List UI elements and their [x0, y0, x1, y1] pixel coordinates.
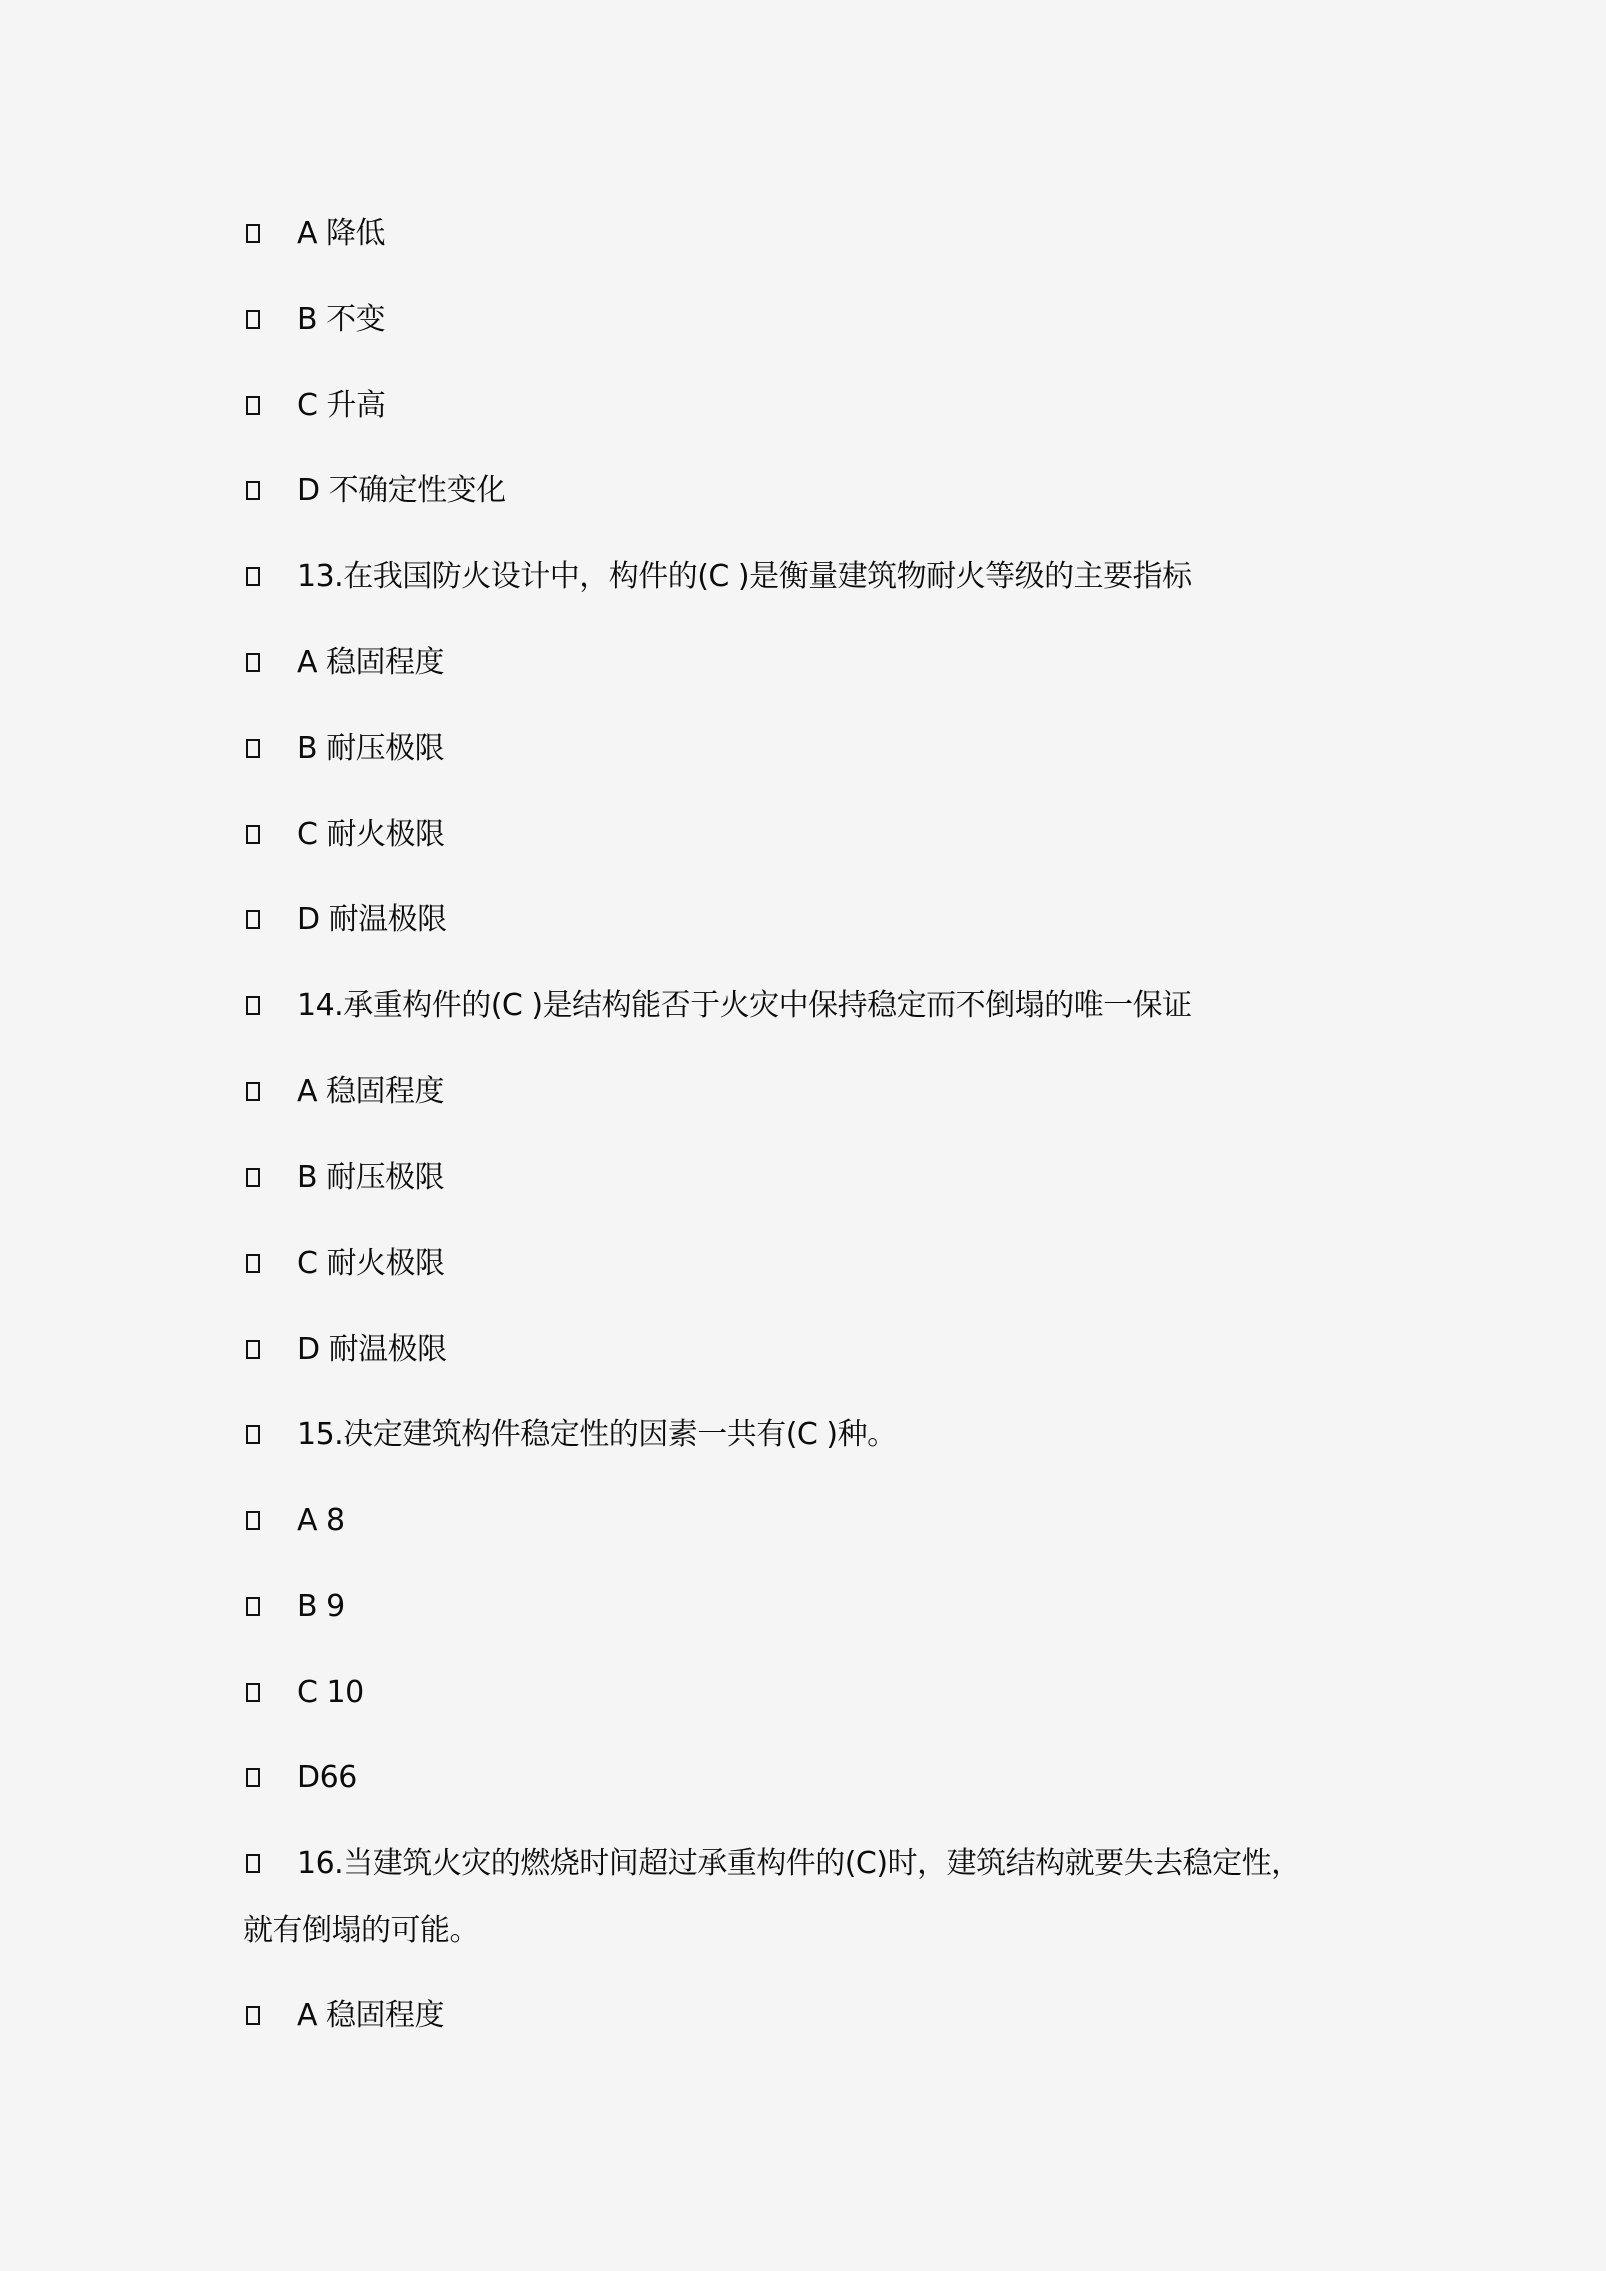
question-continuation-text: 就有倒塌的可能。 — [243, 1913, 479, 1948]
line-text: D 耐温极限 — [297, 1332, 447, 1367]
bullet-square-icon — [246, 1597, 260, 1616]
line-text: C 10 — [297, 1675, 364, 1710]
bullet-square-icon — [246, 739, 260, 758]
line-text: C 耐火极限 — [297, 817, 445, 852]
line-text: D66 — [297, 1760, 357, 1795]
bullet-square-icon — [246, 396, 260, 415]
line-text: A 降低 — [297, 216, 386, 251]
bullet-square-icon — [246, 1082, 260, 1101]
bullet-square-icon — [246, 1254, 260, 1273]
bullet-square-icon — [246, 910, 260, 929]
bullet-square-icon — [246, 653, 260, 672]
bullet-square-icon — [246, 1768, 260, 1787]
line-text: C 升高 — [297, 388, 386, 423]
line-text: A 稳固程度 — [297, 1074, 445, 1109]
line-text: A 稳固程度 — [297, 1998, 445, 2033]
bullet-square-icon — [246, 224, 260, 243]
line-text: B 9 — [297, 1589, 345, 1624]
bullet-square-icon — [246, 1511, 260, 1530]
question-text: 15.决定建筑构件稳定性的因素一共有(C )种。 — [297, 1417, 897, 1452]
line-text: B 不变 — [297, 302, 386, 337]
bullet-square-icon — [246, 481, 260, 500]
question-text: 13.在我国防火设计中，构件的(C )是衡量建筑物耐火等级的主要指标 — [297, 559, 1192, 594]
line-text: B 耐压极限 — [297, 1160, 445, 1195]
line-text: A 稳固程度 — [297, 645, 445, 680]
bullet-square-icon — [246, 1340, 260, 1359]
line-text: A 8 — [297, 1503, 345, 1538]
line-text: D 耐温极限 — [297, 902, 447, 937]
bullet-square-icon — [246, 567, 260, 586]
bullet-square-icon — [246, 1425, 260, 1444]
question-text: 16.当建筑火灾的燃烧时间超过承重构件的(C)时，建筑结构就要失去稳定性， — [297, 1846, 1301, 1881]
bullet-square-icon — [246, 310, 260, 329]
bullet-square-icon — [246, 825, 260, 844]
line-text: C 耐火极限 — [297, 1246, 445, 1281]
bullet-square-icon — [246, 996, 260, 1015]
line-text: B 耐压极限 — [297, 731, 445, 766]
bullet-square-icon — [246, 1683, 260, 1702]
bullet-square-icon — [246, 2006, 260, 2025]
bullet-square-icon — [246, 1168, 260, 1187]
bullet-square-icon — [246, 1854, 260, 1873]
line-text: D 不确定性变化 — [297, 473, 506, 508]
question-text: 14.承重构件的(C )是结构能否于火灾中保持稳定而不倒塌的唯一保证 — [297, 988, 1192, 1023]
